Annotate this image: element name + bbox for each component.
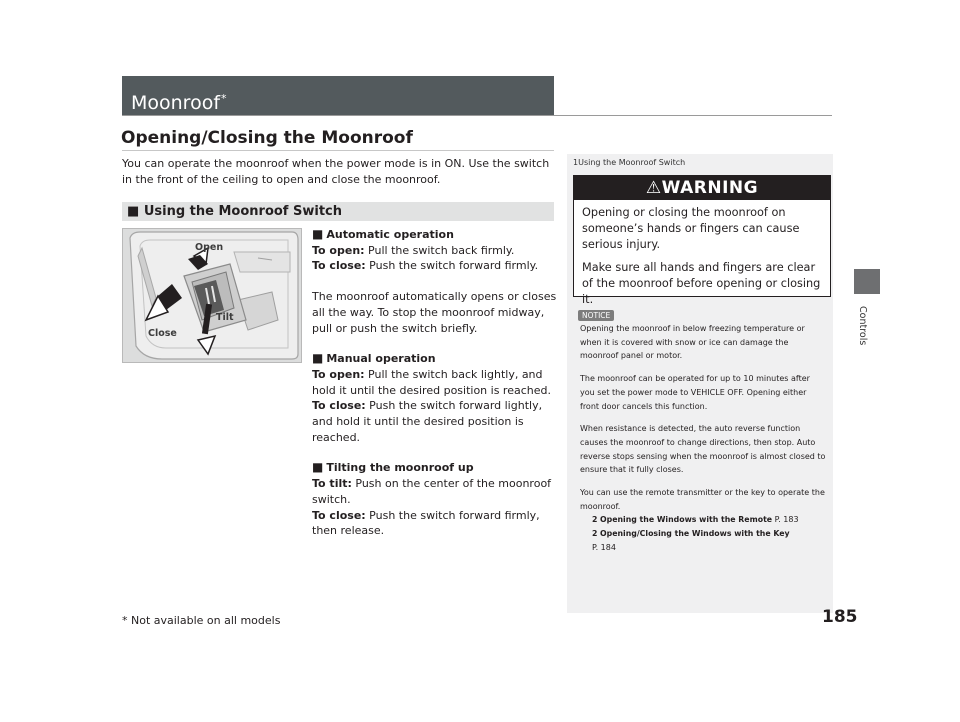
sidebar-heading-number: 1 — [573, 158, 579, 167]
intro-paragraph: You can operate the moonroof when the power mode is in ON. Use the switch in the front of the ceiling to open and close the moonroof. — [122, 157, 550, 186]
reference-arrow-icon: 2 — [592, 515, 598, 525]
close-label: Close — [148, 328, 177, 339]
reference-title: Opening the Windows with the Remote — [599, 515, 773, 525]
warning-body — [582, 205, 826, 315]
note-auto-reverse: When resistance is detected, the auto reverse function causes the moonroof to change directions, then stop. Auto reverse stops sensing when the moonroof is almost closed to ensure that it fully closes. — [580, 424, 826, 475]
section-heading: Opening/Closing the Moonroof — [121, 128, 413, 148]
automatic-open-instruction — [312, 243, 557, 259]
section-divider — [122, 150, 554, 151]
reference-arrow-icon: 2 — [592, 529, 598, 539]
automatic-operation-heading — [312, 227, 557, 243]
sidebar-heading — [573, 158, 685, 168]
note-remote: You can use the remote transmitter or the key to operate the moonroof. — [580, 488, 825, 511]
manual-close-instruction — [312, 398, 557, 445]
close-label-text: To close: — [312, 259, 366, 273]
title-divider — [122, 115, 832, 116]
chapter-tab-label: Controls — [857, 306, 868, 346]
automatic-note: The moonroof automatically opens or closes all the way. To stop the moonroof midway, pull or push the switch briefly. — [312, 290, 557, 335]
subsection-heading — [127, 204, 342, 219]
cross-reference-key[interactable] — [580, 527, 826, 541]
cross-reference-remote[interactable] — [580, 513, 826, 527]
tilt-instruction — [312, 476, 557, 507]
tilt-operation-heading — [312, 460, 557, 476]
automatic-close-instruction — [312, 258, 557, 274]
heading-marker: ■ — [312, 351, 324, 366]
spacer — [312, 274, 557, 289]
manual-operation-heading — [312, 351, 557, 367]
warning-paragraph-2: Make sure all hands and fingers are clear of the moonroof before opening or closing it. — [582, 261, 821, 306]
sidebar-heading-text: Using the Moonroof Switch — [578, 158, 686, 167]
note-operation-time: The moonroof can be operated for up to 10 minutes after you set the power mode to VEHICLE OFF. Opening either front door cancels this function. — [580, 374, 810, 411]
sidebar-notes — [580, 322, 826, 555]
close-text: Push the switch forward lightly, and hold it until the desired position is reached. — [312, 399, 543, 444]
reference-title: Opening/Closing the Windows with the Key — [599, 529, 790, 539]
warning-icon: ⚠ — [645, 178, 662, 198]
close-text: Push the switch forward firmly. — [365, 259, 539, 273]
footnote: * Not available on all models — [122, 614, 281, 627]
heading-marker: ■ — [312, 460, 324, 475]
subsection-marker: ■ — [127, 204, 140, 219]
open-text: Pull the switch back lightly, and hold it until the desired position is reached. — [312, 367, 551, 397]
title-asterisk: * — [221, 92, 227, 105]
manual-open-instruction — [312, 367, 557, 398]
heading-marker: ■ — [312, 227, 324, 241]
cross-reference-key-page: P. 184 — [592, 542, 616, 552]
page-title-text: Moonroof — [131, 92, 221, 114]
close-label-text: To close: — [312, 399, 366, 413]
warning-header — [574, 176, 830, 200]
warning-title: WARNING — [661, 178, 759, 198]
automatic-heading-text: Automatic operation — [326, 228, 454, 241]
tilt-text: Push on the center of the moonroof switch. — [312, 477, 552, 506]
reference-page: P. 183 — [772, 515, 799, 525]
page-title — [131, 88, 227, 114]
close-label-text: To close: — [312, 508, 366, 522]
tilt-label: Tilt — [216, 312, 234, 323]
open-label: Open — [195, 242, 224, 253]
spacer — [312, 336, 557, 351]
spacer — [312, 445, 557, 460]
open-label-text: To open: — [312, 243, 365, 257]
warning-box — [573, 175, 831, 306]
page-number: 185 — [822, 607, 858, 627]
chapter-tab[interactable] — [854, 269, 880, 294]
warning-paragraph-1: Opening or closing the moonroof on someone’s hands or fingers can cause serious injury. — [582, 206, 800, 251]
moonroof-switch-illustration — [122, 228, 302, 363]
notice-badge: NOTICE — [578, 310, 614, 321]
close-text: Push the switch forward firmly, then release. — [312, 508, 540, 538]
tilt-heading-text: Tilting the moonroof up — [326, 461, 474, 475]
tilt-close-instruction — [312, 508, 557, 539]
tilt-label-text: To tilt: — [312, 477, 352, 491]
open-text: Pull the switch back firmly. — [364, 243, 515, 257]
manual-heading-text: Manual operation — [326, 352, 436, 366]
subsection-title: Using the Moonroof Switch — [143, 204, 342, 219]
open-label-text: To open: — [312, 367, 365, 381]
notice-text: Opening the moonroof in below freezing temperature or when it is covered with snow or ice can damage the moonroof panel or motor. — [580, 324, 805, 361]
instructions-column — [312, 227, 557, 539]
